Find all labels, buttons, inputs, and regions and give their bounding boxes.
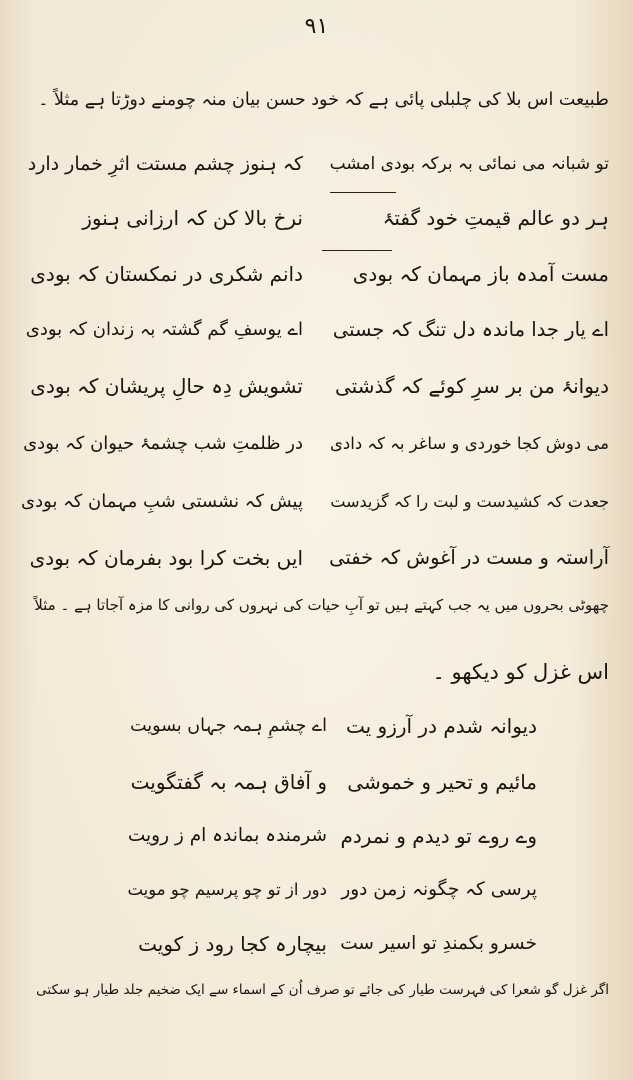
- page-number: ۹۱: [304, 14, 329, 39]
- hemistich-left: و آفاق ہمہ بہ گفتگویت: [130, 770, 327, 794]
- closing-paragraph: اگر غزل گو شعرا کی فہرست طیار کی جائے تو صرف اُن کے اسماء سے ایک ضخیم جلد طیار ہو سکتی: [36, 982, 609, 998]
- hemistich-left: ایں بخت کرا بود بفرمان کہ بودی: [29, 546, 303, 570]
- note-paragraph: چھوٹی بحروں میں یہ جب کہتے ہیں تو آبِ حیات کی نہروں کی روانی کا مزہ آجاتا ہے ۔ مثلاً: [34, 596, 609, 614]
- couplet: [0, 762, 633, 802]
- hemistich-left: نرخ بالا کن کہ ارزانی ہنوز: [82, 206, 303, 230]
- couplet: [0, 366, 633, 406]
- couplet: [0, 254, 633, 294]
- separator-rule: [322, 250, 392, 251]
- hemistich-right: دیوانہ شدم در آرزو یت: [345, 714, 537, 738]
- couplet: [0, 482, 633, 522]
- couplet: [0, 310, 633, 350]
- hemistich-left: اے یوسفِ گم گشتہ بہ زندان کہ بودی: [25, 319, 303, 340]
- couplet: [0, 870, 633, 910]
- hemistich-right: مائیم و تحیر و خموشی: [347, 770, 537, 794]
- hemistich-right: مست آمدہ باز مہمان کہ بودی: [352, 262, 609, 286]
- couplet: [0, 144, 633, 184]
- intro-paragraph: طبیعت اس بلا کی چلبلی پائی ہے کہ خود حسن بیان منہ چومنے دوڑتا ہے مثلاً ۔: [38, 90, 609, 110]
- hemistich-right: پرسی کہ چگونہ زمن دور: [341, 879, 537, 900]
- hemistich-left: دانم شکری در نمکستان کہ بودی: [30, 262, 303, 286]
- hemistich-right: دیوانۂ من بر سرِ کوئے کہ گذشتی: [335, 374, 609, 398]
- hemistich-left: تشویش دِہ حالِ پریشان کہ بودی: [30, 374, 303, 398]
- hemistich-right: اے یار جدا ماندہ دل تنگ کہ جستی: [332, 318, 609, 341]
- hemistich-right: ہر دو عالم قیمتِ خود گفتۂ: [382, 206, 609, 230]
- couplet: [0, 198, 633, 238]
- couplet: [0, 816, 633, 856]
- ghazal-intro: اس غزل کو دیکھو ۔: [432, 660, 609, 684]
- couplet: [0, 424, 633, 464]
- hemistich-left: اے چشمِ ہمہ جہاں بسویت: [130, 716, 327, 736]
- hemistich-left: شرمندہ بماندہ ام ز رویت: [127, 825, 327, 846]
- separator-rule: [330, 192, 396, 193]
- couplet: [0, 706, 633, 746]
- hemistich-right: تو شبانہ می نمائی بہ برکہ بودی امشب: [329, 154, 609, 174]
- hemistich-left: در ظلمتِ شب چشمۂ حیوان کہ بودی: [23, 433, 303, 454]
- hemistich-right: می دوش کجا خوردی و ساغر بہ کہ دادی: [329, 434, 609, 453]
- hemistich-left: کہ ہنوز چشم مستت اثرِ خمار دارد: [27, 153, 303, 175]
- hemistich-right: آراستہ و مست در آغوش کہ خفتی: [329, 546, 609, 569]
- hemistich-left: پیش کہ نشستی شبِ مہمان کہ بودی: [21, 491, 303, 512]
- hemistich-left: دور از تو چو پرسیم چو مویت: [127, 880, 327, 899]
- couplet: [0, 538, 633, 578]
- hemistich-left: بیچارہ کجا رود ز کویت: [138, 932, 327, 956]
- hemistich-right: جعدت کہ کشیدست و لبت را کہ گزیدست: [330, 492, 609, 511]
- couplet: [0, 924, 633, 964]
- hemistich-right: وے روے تو دیدم و نمردم: [340, 824, 537, 848]
- hemistich-right: خسرو بکمندِ تو اسیر ست: [340, 933, 537, 954]
